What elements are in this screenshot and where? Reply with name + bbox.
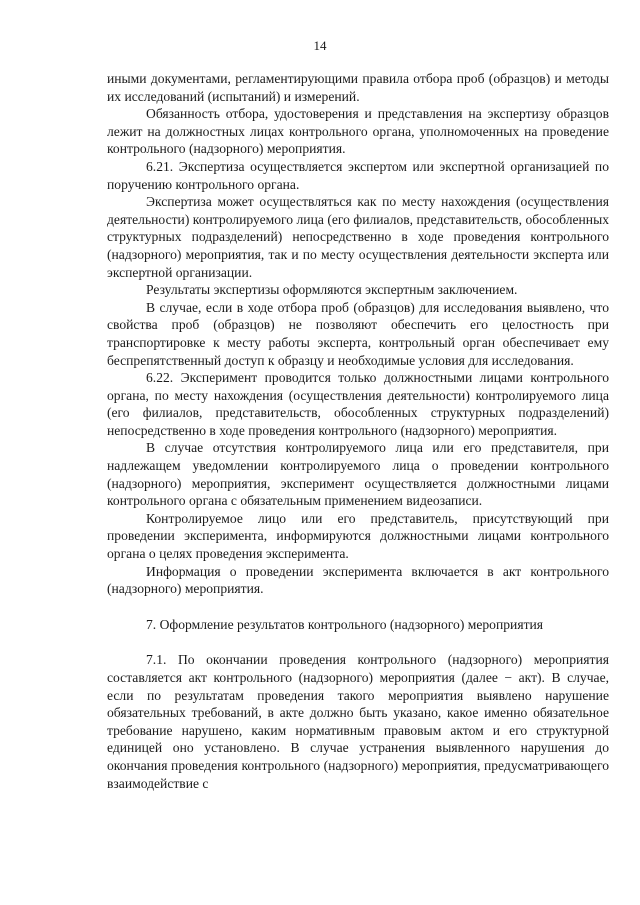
paragraph-sampling-duty: Обязанность отбора, удостоверения и представления на экспертизу образцов лежит на должностных лицах контрольного органа, уполномоченных на проведение контрольного (надзорного) мероприятия. [107, 106, 609, 157]
paragraph-methods-continuation: иными документами, регламентирующими правила отбора проб (образцов) и методы их исследований (испытаний) и измерений. [107, 71, 609, 104]
paragraph-expertise-results: Результаты экспертизы оформляются экспертным заключением. [146, 282, 518, 298]
paragraph-7-1: 7.1. По окончании проведения контрольного (надзорного) мероприятия составляется акт контрольного (надзорного) мероприятия (далее − акт). В случае, если по результатам проведения такого мероприятия выявлено нарушение обязательных требований, в акте должно быть указано, какое именно обязательное требование нарушено, каким нормативным правовым актом и его структурной единицей оно установлено. В случае устранения выявленного нарушения до окончания проведения контрольного (надзорного) мероприятия, предусматривающего взаимодействие с [107, 652, 609, 791]
paragraph-6-21: 6.21. Экспертиза осуществляется экспертом или экспертной организацией по поручению контрольного органа. [107, 158, 609, 192]
paragraph-6-22: 6.22. Эксперимент проводится только должностными лицами контрольного органа, по месту нахождения (осуществления деятельности) контролируемого лица (его филиалов, представительств, обособленных структурных подразделений) непосредственно в ходе проведения контрольного (надзорного) мероприятия. [107, 370, 609, 438]
paragraph-experiment-act: Информация о проведении эксперимента включается в акт контрольного (надзорного) мероприятия. [107, 563, 609, 597]
paragraph-expertise-location: Экспертиза может осуществляться как по месту нахождения (осуществления деятельности) контролируемого лица (его филиалов, представительств, обособленных структурных подразделений) непосредственно в ходе проведения контрольного (надзорного) мероприятия, так и по месту осуществления деятельности эксперта или экспертной организации. [107, 194, 609, 280]
paragraph-experiment-informing: Контролируемое лицо или его представитель, присутствующий при проведении эксперимента, информируются должностными лицами контрольного органа о целях проведения эксперимента. [107, 510, 609, 562]
paragraph-sample-integrity: В случае, если в ходе отбора проб (образцов) для исследования выявлено, что свойства проб (образцов) не позволяют обеспечить его целостность при транспортировке к месту работы эксперта, контрольный орган обеспечивает ему беспрепятственный доступ к образцу и необходимые условия для исследования. [107, 299, 609, 368]
section-heading-7: 7. Оформление результатов контрольного (надзорного) мероприятия [146, 616, 544, 632]
page-number: 14 [313, 38, 327, 53]
document-body [107, 70, 609, 792]
paragraph-experiment-absence: В случае отсутствия контролируемого лица или его представителя, при надлежащем уведомлении контролируемого лица о проведении контрольного (надзорного) мероприятия, эксперимент осуществляется должностными лицами контрольного органа с обязательным применением видеозаписи. [107, 440, 609, 509]
